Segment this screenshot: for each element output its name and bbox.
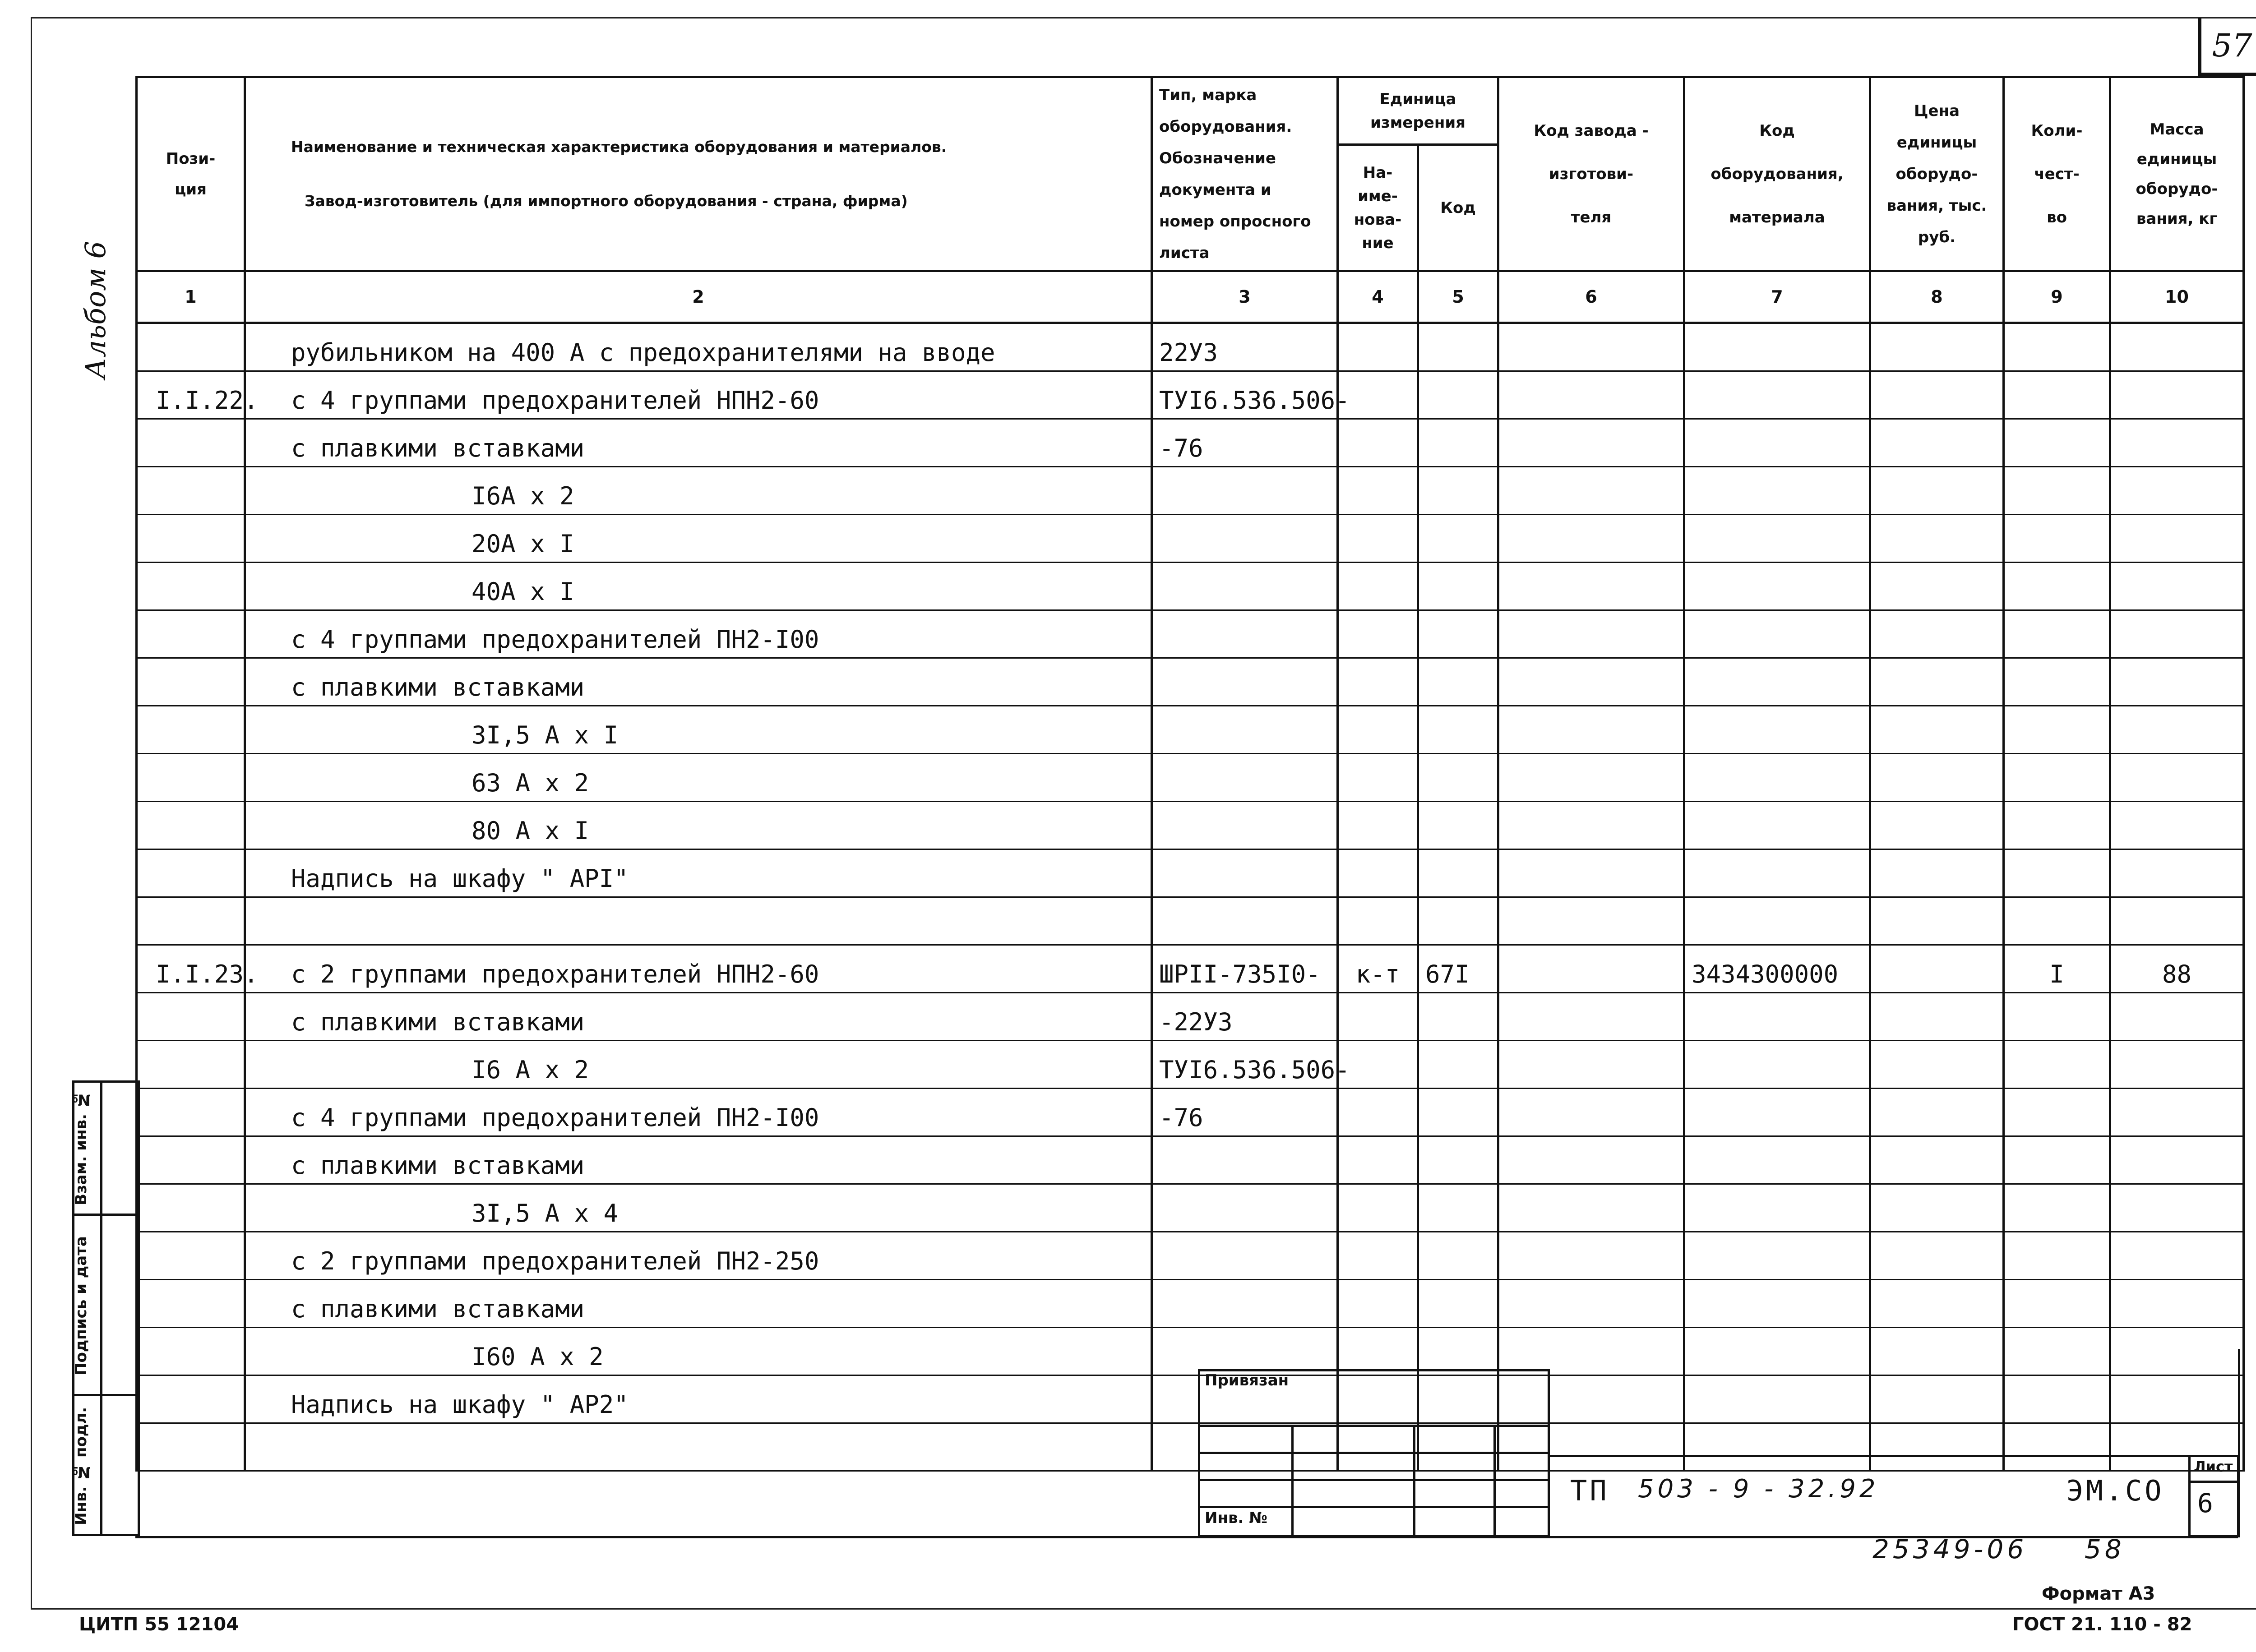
cell-price (1870, 658, 2004, 706)
cell-quantity (2004, 897, 2110, 945)
cell-mfr-code (1498, 563, 1684, 610)
cell-unit (1338, 658, 1418, 706)
cell-unit (1338, 1089, 1418, 1136)
cell-mfr-code (1498, 1041, 1684, 1089)
cell-unit-code (1418, 706, 1498, 754)
cell-type (1152, 515, 1338, 563)
specification-table (135, 76, 2245, 1472)
cell-quantity: I (2004, 945, 2110, 993)
cell-name: с плавкими вставками (137, 1280, 1044, 1328)
cell-price (1870, 802, 2004, 849)
cell-unit-code: 67I (1418, 945, 1498, 993)
cell-price (1870, 897, 2004, 945)
cell-name: с плавкими вставками (137, 1136, 1044, 1184)
cell-unit-code (1418, 1328, 1498, 1375)
cell-price (1870, 610, 2004, 658)
cell-name: с плавкими вставками (137, 419, 1044, 467)
cell-name: с 4 группами предохранителей НПН2-60 (137, 371, 1044, 419)
table-row (137, 563, 2244, 610)
cell-unit-code (1418, 849, 1498, 897)
table-row (137, 1280, 2244, 1328)
cell-name: с плавкими вставками (137, 658, 1044, 706)
binding-row-3 (1198, 1479, 1550, 1481)
title-block-top (1550, 1455, 2238, 1457)
cell-mfr-code (1498, 323, 1684, 371)
cell-mass (2110, 323, 2244, 371)
cell-type (1152, 706, 1338, 754)
cell-equipment-code (1684, 1089, 1870, 1136)
cell-equipment-code (1684, 1280, 1870, 1328)
cell-price (1870, 754, 2004, 802)
cell-price (1870, 945, 2004, 993)
cell-unit-code (1418, 1232, 1498, 1280)
cell-unit-code (1418, 993, 1498, 1041)
doc-mark: ЭМ.СО (2066, 1474, 2164, 1507)
cell-quantity (2004, 563, 2110, 610)
cell-mass (2110, 993, 2244, 1041)
cell-mfr-code (1498, 371, 1684, 419)
table-row (137, 467, 2244, 515)
cell-name: I6 А х 2 (137, 1041, 1044, 1089)
cell-position: I.I.22. (137, 371, 245, 419)
cell-unit-code (1418, 897, 1498, 945)
cell-quantity (2004, 849, 2110, 897)
cell-price (1870, 1136, 2004, 1184)
doc-code: ТП (1570, 1474, 1609, 1507)
cell-price (1870, 1280, 2004, 1328)
side-stamp-inv-podl: Инв. № подл. (72, 1407, 90, 1526)
header-unit: Единица измерения (1338, 77, 1498, 145)
cell-price (1870, 706, 2004, 754)
cell-name (137, 1423, 1044, 1471)
cell-price (1870, 1089, 2004, 1136)
cell-price (1870, 849, 2004, 897)
cell-quantity (2004, 323, 2110, 371)
cell-mfr-code (1498, 849, 1684, 897)
binding-col-3 (1493, 1425, 1496, 1537)
cell-price (1870, 1375, 2004, 1423)
table-row (137, 610, 2244, 658)
cell-price (1870, 515, 2004, 563)
cell-unit-code (1418, 323, 1498, 371)
header-unit-name: На- име- нова- ние (1338, 145, 1418, 271)
cell-equipment-code (1684, 515, 1870, 563)
cell-quantity (2004, 1232, 2110, 1280)
cell-mfr-code (1498, 467, 1684, 515)
handwritten-sheet-number: 57 (2198, 18, 2256, 76)
cell-name: с 4 группами предохранителей ПН2-I00 (137, 1089, 1044, 1136)
cell-name: 40А х I (137, 563, 1044, 610)
cell-name: I6А х 2 (137, 467, 1044, 515)
cell-price (1870, 419, 2004, 467)
header-type: Тип, марка оборудования. Обозначение документа и номер опросного листа (1152, 77, 1338, 271)
cell-type (1152, 1136, 1338, 1184)
cell-unit (1338, 1184, 1418, 1232)
binding-stamp-label: Привязан (1205, 1371, 1289, 1389)
cell-mass (2110, 1375, 2244, 1423)
cell-type: ШРII-735I0- (1152, 945, 1338, 993)
cell-type (1152, 897, 1338, 945)
cell-unit (1338, 706, 1418, 754)
cell-unit (1338, 1280, 1418, 1328)
margin-note: Альбом 6 (79, 241, 112, 379)
cell-mfr-code (1498, 610, 1684, 658)
cell-quantity (2004, 1375, 2110, 1423)
cell-name: I60 А х 2 (137, 1328, 1044, 1375)
cell-name: с 2 группами предохранителей НПН2-60 (137, 945, 1044, 993)
cell-quantity (2004, 993, 2110, 1041)
archive-page: 58 (2085, 1534, 2125, 1564)
cell-mass (2110, 1280, 2244, 1328)
column-number: 5 (1418, 271, 1498, 323)
cell-mfr-code (1498, 515, 1684, 563)
cell-unit: к-т (1338, 945, 1418, 993)
cell-type (1152, 849, 1338, 897)
cell-mass (2110, 802, 2244, 849)
header-price: Цена единицы оборудо- вания, тыс. руб. (1870, 77, 2004, 271)
column-number: 8 (1870, 271, 2004, 323)
table-row (137, 1232, 2244, 1280)
cell-price (1870, 993, 2004, 1041)
cell-unit (1338, 1328, 1418, 1375)
cell-quantity (2004, 371, 2110, 419)
table-row (137, 849, 2244, 897)
cell-unit (1338, 849, 1418, 897)
side-stamp-podpis: Подпись и дата (72, 1236, 90, 1376)
table-row (137, 993, 2244, 1041)
table-row (137, 419, 2244, 467)
cell-equipment-code (1684, 802, 1870, 849)
cell-equipment-code (1684, 993, 1870, 1041)
table-row (137, 706, 2244, 754)
cell-unit-code (1418, 1041, 1498, 1089)
cell-type (1152, 658, 1338, 706)
cell-quantity (2004, 1089, 2110, 1136)
cell-equipment-code (1684, 706, 1870, 754)
binding-row-2 (1198, 1452, 1550, 1454)
column-number: 1 (137, 271, 245, 323)
cell-mass (2110, 371, 2244, 419)
cell-mfr-code (1498, 706, 1684, 754)
header-name (245, 77, 1152, 271)
binding-row-1 (1198, 1425, 1550, 1427)
cell-name: с 2 группами предохранителей ПН2-250 (137, 1232, 1044, 1280)
cell-type (1152, 1328, 1338, 1375)
header-mfr-code: Код завода - изготови- теля (1498, 77, 1684, 271)
cell-price (1870, 1184, 2004, 1232)
header-quantity: Коли- чест- во (2004, 77, 2110, 271)
header-unit-code: Код (1418, 145, 1498, 271)
cell-mfr-code (1498, 993, 1684, 1041)
cell-mass (2110, 897, 2244, 945)
cell-equipment-code (1684, 754, 1870, 802)
cell-unit (1338, 467, 1418, 515)
table-row (137, 1375, 2244, 1423)
column-number: 7 (1684, 271, 1870, 323)
cell-quantity (2004, 706, 2110, 754)
cell-name: 63 А х 2 (137, 754, 1044, 802)
gost-label: ГОСТ 21. 110 - 82 (2012, 1614, 2192, 1635)
cell-quantity (2004, 658, 2110, 706)
header-mass: Масса единицы оборудо- вания, кг (2110, 77, 2244, 271)
cell-type: -22У3 (1152, 993, 1338, 1041)
cell-unit (1338, 802, 1418, 849)
cell-mfr-code (1498, 802, 1684, 849)
cell-name: 20А х I (137, 515, 1044, 563)
cell-equipment-code (1684, 419, 1870, 467)
cell-mass (2110, 1232, 2244, 1280)
cell-type (1152, 563, 1338, 610)
table-row (137, 1041, 2244, 1089)
cell-type: 22У3 (1152, 323, 1338, 371)
cell-name: Надпись на шкафу " АРI" (137, 849, 1044, 897)
cell-unit (1338, 754, 1418, 802)
cell-equipment-code (1684, 897, 1870, 945)
cell-mfr-code (1498, 897, 1684, 945)
cell-mfr-code (1498, 1328, 1684, 1375)
cell-unit-code (1418, 754, 1498, 802)
cell-equipment-code (1684, 1184, 1870, 1232)
cell-price (1870, 371, 2004, 419)
cell-equipment-code (1684, 1328, 1870, 1375)
cell-name: Надпись на шкафу " АР2" (137, 1375, 1044, 1423)
sheet-value: 6 (2197, 1488, 2216, 1518)
cell-type (1152, 610, 1338, 658)
cell-unit (1338, 610, 1418, 658)
cell-type (1152, 1184, 1338, 1232)
cell-price (1870, 1328, 2004, 1375)
cell-mfr-code (1498, 754, 1684, 802)
cell-equipment-code (1684, 371, 1870, 419)
cell-name (137, 897, 1044, 945)
table-row (137, 371, 2244, 419)
table-row (137, 658, 2244, 706)
cell-mass (2110, 515, 2244, 563)
cell-mass (2110, 1328, 2244, 1375)
cell-mfr-code (1498, 419, 1684, 467)
cell-unit (1338, 993, 1418, 1041)
cell-unit-code (1418, 610, 1498, 658)
archive-number: 25349-06 (1872, 1534, 2028, 1564)
cell-equipment-code (1684, 849, 1870, 897)
cell-type (1152, 754, 1338, 802)
cell-mass: 88 (2110, 945, 2244, 993)
cell-quantity (2004, 515, 2110, 563)
cell-type (1152, 467, 1338, 515)
cell-name: 3I,5 А х I (137, 706, 1044, 754)
cell-equipment-code (1684, 1232, 1870, 1280)
cell-mass (2110, 706, 2244, 754)
table-row (137, 515, 2244, 563)
cell-position: I.I.23. (137, 945, 245, 993)
table-row (137, 1184, 2244, 1232)
table-row (137, 754, 2244, 802)
cell-mfr-code (1498, 1136, 1684, 1184)
table-row (137, 945, 2244, 993)
cell-unit-code (1418, 1089, 1498, 1136)
binding-col-1 (1291, 1425, 1294, 1537)
cell-name: рубильником на 400 А с предохранителями на вводе (137, 323, 1044, 371)
cell-price (1870, 1232, 2004, 1280)
cell-equipment-code (1684, 610, 1870, 658)
cell-type: -76 (1152, 1089, 1338, 1136)
cell-quantity (2004, 802, 2110, 849)
sheet-label: Лист (2194, 1458, 2233, 1475)
column-number: 3 (1152, 271, 1338, 323)
table-row (137, 1423, 2244, 1471)
cell-quantity (2004, 419, 2110, 467)
cell-mass (2110, 610, 2244, 658)
cell-mass (2110, 658, 2244, 706)
cell-mass (2110, 467, 2244, 515)
cell-type: ТУI6.536.506- (1152, 1041, 1338, 1089)
cell-unit-code (1418, 658, 1498, 706)
sheet-box-divider (2188, 1481, 2239, 1483)
cell-unit (1338, 419, 1418, 467)
cell-name: 3I,5 А х 4 (137, 1184, 1044, 1232)
cell-quantity (2004, 1184, 2110, 1232)
cell-equipment-code (1684, 563, 1870, 610)
cell-unit (1338, 323, 1418, 371)
binding-col-2 (1413, 1425, 1415, 1537)
cell-quantity (2004, 467, 2110, 515)
cell-equipment-code (1684, 1136, 1870, 1184)
cell-mass (2110, 1041, 2244, 1089)
cell-equipment-code (1684, 467, 1870, 515)
cell-equipment-code (1684, 1375, 1870, 1423)
cell-price (1870, 1423, 2004, 1471)
cell-type: -76 (1152, 419, 1338, 467)
cell-type: ТУI6.536.506- (1152, 371, 1338, 419)
cell-mass (2110, 1184, 2244, 1232)
cell-name: 80 А х I (137, 802, 1044, 849)
doc-number: 503 - 9 - 32.92 (1638, 1474, 1879, 1504)
cell-name: с плавкими вставками (137, 993, 1044, 1041)
cell-mass (2110, 1136, 2244, 1184)
header-position: Пози- ция (137, 77, 245, 271)
cell-unit-code (1418, 1136, 1498, 1184)
table-row (137, 1136, 2244, 1184)
format-label: Формат А3 (2042, 1583, 2155, 1604)
cell-name: с 4 группами предохранителей ПН2-I00 (137, 610, 1044, 658)
cell-unit-code (1418, 1184, 1498, 1232)
cell-type (1152, 1232, 1338, 1280)
cell-quantity (2004, 1328, 2110, 1375)
column-number: 9 (2004, 271, 2110, 323)
cell-price (1870, 323, 2004, 371)
column-number: 4 (1338, 271, 1418, 323)
cell-unit-code (1418, 419, 1498, 467)
header-name-line1: Наименование и техническая характеристика оборудования и материалов. (291, 138, 947, 156)
cell-mass (2110, 419, 2244, 467)
column-number-row (137, 271, 2244, 323)
cell-type (1152, 802, 1338, 849)
cell-mfr-code (1498, 945, 1684, 993)
cell-type (1152, 1280, 1338, 1328)
cell-unit (1338, 897, 1418, 945)
cell-quantity (2004, 754, 2110, 802)
table-row (137, 1089, 2244, 1136)
column-number: 2 (245, 271, 1152, 323)
cell-unit-code (1418, 515, 1498, 563)
cell-mfr-code (1498, 1280, 1684, 1328)
cell-equipment-code (1684, 1423, 1870, 1471)
cell-quantity (2004, 1041, 2110, 1089)
cell-price (1870, 467, 2004, 515)
cell-unit (1338, 1232, 1418, 1280)
cell-mfr-code (1498, 658, 1684, 706)
cell-unit (1338, 515, 1418, 563)
cell-unit-code (1418, 1280, 1498, 1328)
table-row (137, 323, 2244, 371)
cell-unit-code (1418, 563, 1498, 610)
cell-unit-code (1418, 802, 1498, 849)
cell-mass (2110, 563, 2244, 610)
cell-mass (2110, 849, 2244, 897)
cell-mass (2110, 1089, 2244, 1136)
binding-inv-label: Инв. № (1205, 1509, 1268, 1527)
cell-mass (2110, 754, 2244, 802)
cell-equipment-code (1684, 323, 1870, 371)
printer-label: ЦИТП 55 12104 (79, 1614, 239, 1635)
cell-price (1870, 563, 2004, 610)
cell-quantity (2004, 1136, 2110, 1184)
cell-unit (1338, 1136, 1418, 1184)
column-number: 6 (1498, 271, 1684, 323)
cell-quantity (2004, 1280, 2110, 1328)
cell-unit-code (1418, 467, 1498, 515)
cell-quantity (2004, 610, 2110, 658)
cell-mfr-code (1498, 1184, 1684, 1232)
header-equipment-code: Код оборудования, материала (1684, 77, 1870, 271)
cell-equipment-code (1684, 1041, 1870, 1089)
binding-row-4 (1198, 1506, 1550, 1508)
cell-equipment-code (1684, 658, 1870, 706)
table-row (137, 1328, 2244, 1375)
cell-quantity (2004, 1423, 2110, 1471)
header-name-line2: Завод-изготовитель (для импортного оборудования - страна, фирма) (305, 192, 908, 210)
column-number: 10 (2110, 271, 2244, 323)
cell-mfr-code (1498, 1232, 1684, 1280)
cell-mfr-code (1498, 1089, 1684, 1136)
cell-unit (1338, 563, 1418, 610)
cell-equipment-code: 3434300000 (1684, 945, 1870, 993)
cell-price (1870, 1041, 2004, 1089)
cell-unit-code (1418, 371, 1498, 419)
table-row (137, 897, 2244, 945)
table-row (137, 802, 2244, 849)
side-stamp-vzam: Взам. инв. № (72, 1090, 90, 1206)
